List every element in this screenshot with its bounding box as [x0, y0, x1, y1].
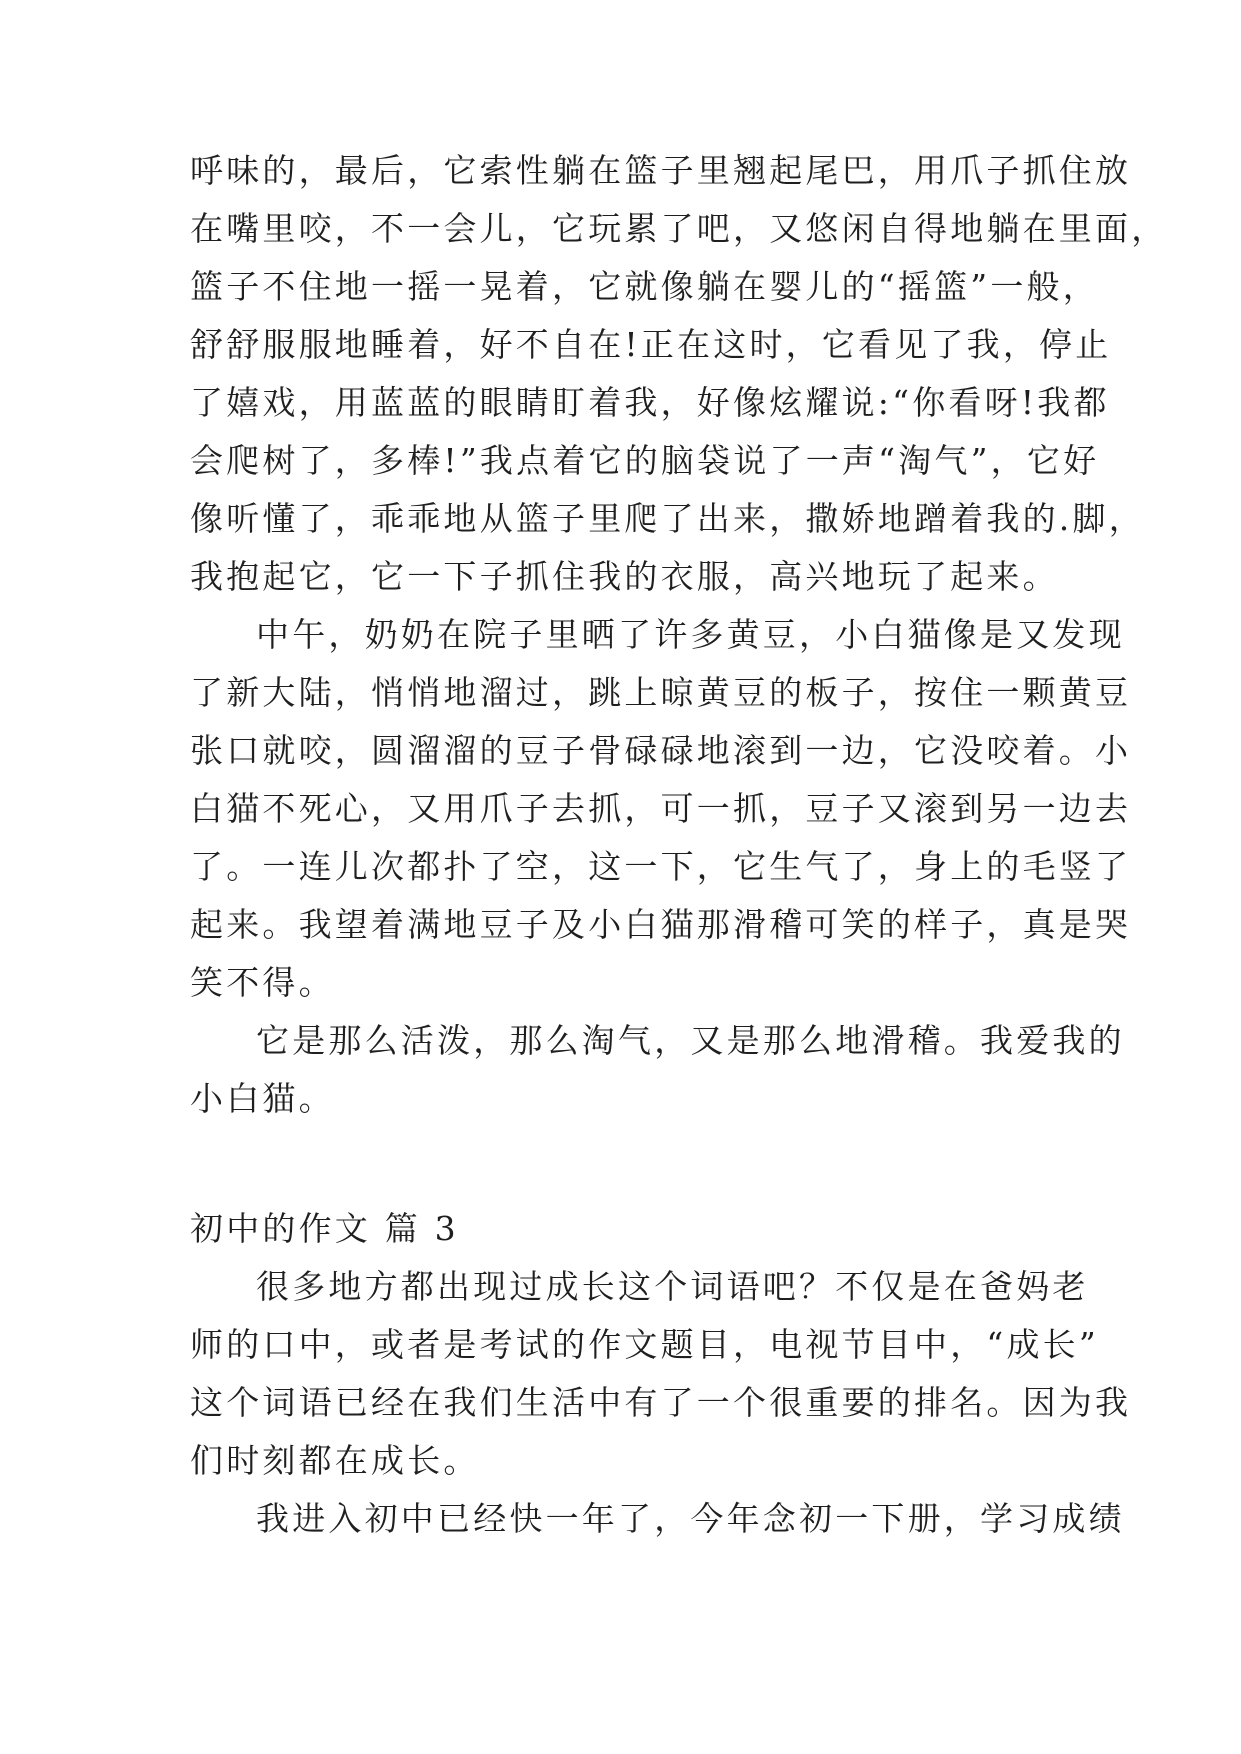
paragraph-line: 像听懂了，乖乖地从篮子里爬了出来，撒娇地蹭着我的.脚，: [190, 499, 1145, 538]
paragraph-line: 笑不得。: [190, 963, 335, 1002]
paragraph-first-line: 中午，奶奶在院子里晒了许多黄豆，小白猫像是又发现: [256, 615, 1125, 654]
paragraph-line: 们时刻都在成长。: [190, 1441, 480, 1480]
paragraph-line: 篮子不住地一摇一晃着，它就像躺在婴儿的“摇篮”一般，: [190, 267, 1099, 306]
paragraph-line: 了新大陆，悄悄地溜过，跳上晾黄豆的板子，按住一颗黄豆: [190, 673, 1132, 712]
paragraph-line: 呼味的，最后，它索性躺在篮子里翘起尾巴，用爪子抓住放: [190, 151, 1132, 190]
paragraph-line: 了。一连儿次都扑了空，这一下，它生气了，身上的毛竖了: [190, 847, 1132, 886]
paragraph-line: 我抱起它，它一下子抓住我的衣服，高兴地玩了起来。: [190, 557, 1059, 596]
paragraph-line: 在嘴里咬，不一会儿，它玩累了吧，又悠闲自得地躺在里面，: [190, 209, 1168, 248]
paragraph-first-line: 很多地方都出现过成长这个词语吧？不仅是在爸妈老: [256, 1267, 1089, 1306]
paragraph-line: 会爬树了，多棒!”我点着它的脑袋说了一声“淘气”，它好: [190, 441, 1100, 480]
paragraph-line: 张口就咬，圆溜溜的豆子骨碌碌地滚到一边，它没咬着。小: [190, 731, 1132, 770]
paragraph-line: 小白猫。: [190, 1079, 335, 1118]
paragraph-first-line: 我进入初中已经快一年了，今年念初一下册，学习成绩: [256, 1499, 1125, 1538]
paragraph-line: 了嬉戏，用蓝蓝的眼睛盯着我，好像炫耀说:“你看呀!我都: [190, 383, 1110, 422]
paragraph-line: 起来。我望着满地豆子及小白猫那滑稽可笑的样子，真是哭: [190, 905, 1132, 944]
paragraph-line: 白猫不死心，又用爪子去抓，可一抓，豆子又滚到另一边去: [190, 789, 1132, 828]
paragraph-line: 这个词语已经在我们生活中有了一个很重要的排名。因为我: [190, 1383, 1132, 1422]
section-heading: 初中的作文 篇 3: [190, 1209, 459, 1248]
paragraph-line: 舒舒服服地睡着，好不自在!正在这时，它看见了我，停止: [190, 325, 1112, 364]
paragraph-line: 师的口中，或者是考试的作文题目，电视节目中，“成长”: [190, 1325, 1099, 1364]
paragraph-first-line: 它是那么活泼，那么淘气，又是那么地滑稽。我爱我的: [256, 1021, 1125, 1060]
